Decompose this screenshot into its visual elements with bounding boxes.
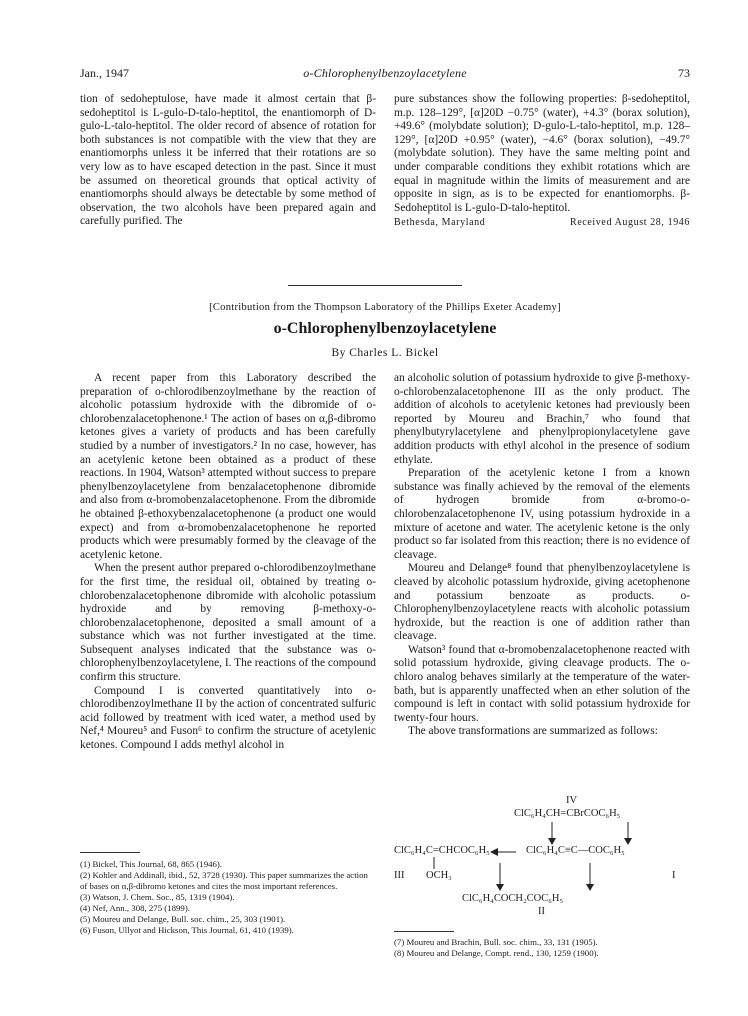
footnote: (6) Fuson, Ullyot and Hickson, This Journal, 61, 410 (1939). [80, 925, 294, 935]
footnote: (2) Kohler and Addinall, ibid., 52, 3728 (1930). This paper summarizes the action of bases on α,β-dibromo ketones and cites the most important references. [80, 870, 368, 891]
footnote: (7) Moureu and Brachin, Bull. soc. chim., 33, 131 (1905). [394, 937, 598, 947]
section-divider [288, 285, 462, 286]
reaction-scheme [394, 795, 694, 927]
prev-article-col2 [394, 93, 690, 230]
footnotes-right [394, 937, 690, 959]
paragraph: Preparation of the acetylenic ketone I from a known substance was finally achieved by the removal of the elements of hydrogen bromide from α-bromo-o-chlorobenzalacetophenone IV, using potassium hydroxide in a mixture of acetone and water. The acetylenic ketone is the only product so far isolated from this reaction; there is no evidence of cleavage. [394, 467, 690, 561]
scheme-label-ii: II [538, 906, 545, 917]
paragraph: an alcoholic solution of potassium hydroxide to give β-methoxy-o-chlorobenzalacetophenone III as the only product. The addition of alcohols to acetylenic ketones had previously been reported by Moureu and Brachin,⁷ who found that phenylbutyrylacetylene and phenylpropionylacetylene gave addition products with ethyl alcohol in the presence of sodium ethylate. [394, 372, 690, 466]
article-title: o-Chlorophenylbenzoylacetylene [273, 320, 497, 337]
article-col1 [80, 372, 376, 753]
paragraph: Watson³ found that α-bromobenzalacetophenone reacted with solid potassium hydroxide, giving cleavage products. The o-chloro analog behaves similarly at the temperature of the water-bath, but is apparently unaffected when an ether solution of the compound is left in contact with solid potassium hydroxide for twenty-four hours. [394, 643, 690, 724]
footnote-rule-right [394, 931, 454, 932]
header-title: o-Chlorophenylbenzoylacetylene [303, 66, 467, 80]
footnote: (3) Watson, J. Chem. Soc., 85, 1319 (1904). [80, 892, 235, 902]
running-header [80, 66, 690, 82]
paragraph: Compound I is converted quantitatively into o-chlorodibenzoylmethane II by the action of concentrated sulfuric acid followed by treatment with iced water, a method used by Nef,⁴ Moureu⁵ and Fuson⁶ to confirm the structure of acetylenic ketones. Compound I adds methyl alcohol in [80, 684, 376, 752]
footnote-rule-left [80, 852, 140, 853]
scheme-formula-ii: ClC₆H₄COCH₂COC₆H₅ [462, 893, 564, 904]
scheme-formula-iv: ClC₆H₄CH=CBrCOC₆H₅ [514, 808, 621, 819]
footnote: (4) Nef, Ann., 308, 275 (1899). [80, 903, 190, 913]
scheme-label-i: I [672, 870, 676, 881]
article-col2 [394, 372, 690, 739]
paragraph: When the present author prepared o-chlorodibenzoylmethane for the first time, the residual oil, obtained by treating o-chlorobenzalacetophenone dibromide with alcoholic potassium hydroxide and by removing β-methoxy-o-chlorobenzalacetophenone, deposited a small amount of a substance which was not further investigated at the time. Subsequent analyses indicated that the substance was o-chlorophenylbenzoylacetylene, I. The reactions of the compound confirm this structure. [80, 562, 376, 684]
footnote: (1) Bickel, This Journal, 68, 865 (1946). [80, 859, 223, 869]
page-number: 73 [678, 66, 690, 80]
prev-article-text-right: pure substances show the following properties: β-sedoheptitol, m.p. 128–129°, [α]20D −0.75° (water), +4.3° (borax solution), +49.6° (molybdate solution); D-gulo-L-talo-heptitol, m.p. 128–129°, [α]20D +0.95° (water), −4.6° (borax solution), −49.7° (molybdate solution). They have the same melting point and under comparable conditions they exhibit rotations which are equal in magnitude within the limits of measurement and are opposite in sign, as is to be expected for enantiomorphs. β-Sedoheptitol is L-gulo-D-talo-heptitol. [394, 93, 690, 214]
contribution-line: [Contribution from the Thompson Laboratory of the Phillips Exeter Academy] [209, 302, 561, 313]
scheme-label-iv: IV [566, 795, 578, 806]
paragraph: The above transformations are summarized as follows: [408, 725, 658, 738]
scheme-label-iii: III [394, 870, 405, 881]
scheme-formula-iii: ClC₆H₄C=CHCOC₆H₅ [394, 845, 490, 856]
header-date: Jan., 1947 [80, 66, 129, 80]
sig-location: Bethesda, Maryland [394, 217, 486, 229]
footnote: (5) Moureu and Delange, Bull. soc. chim., 25, 303 (1901). [80, 914, 286, 924]
scheme-methoxy: OCH₃ [426, 870, 452, 881]
footnote: (8) Moureu and Delange, Compt. rend., 130, 1259 (1900). [394, 948, 599, 958]
paragraph: A recent paper from this Laboratory described the preparation of o-chlorodibenzoylmethane by the reaction of alcoholic potassium hydroxide with the dibromide of o-chlorobenzalacetophenone.¹ The action of bases on α,β-dibromo ketones gives a variety of products and has been carefully studied by a number of investigators.² In no case, however, has an acetylenic ketone been obtained as a product of these reactions. In 1904, Watson³ attempted without success to prepare phenylbenzoylacetylene from benzalacetophenone dibromide and also from α-bromobenzalacetophenone. From the dibromide he obtained β-ethoxybenzalacetophenone (a product one would expect) and from α-bromobenzalacetophenone he reported products which were presumably formed by the cleavage of the acetylenic ketone. [80, 372, 376, 561]
prev-article-col1 [80, 93, 376, 229]
footnotes-left [80, 859, 376, 936]
prev-article-signature [394, 216, 690, 230]
paragraph: Moureu and Delange⁸ found that phenylbenzoylacetylene is cleaved by alcoholic potassium hydroxide, giving acetophenone and potassium benzoate as products. o-Chlorophenylbenzoylacetylene reacts with alcoholic potassium hydroxide, but the reaction is one of addition rather than cleavage. [394, 562, 690, 643]
article-byline: By Charles L. Bickel [331, 347, 439, 359]
prev-article-text-left: tion of sedoheptulose, have made it almost certain that β-sedoheptitol is L-gulo-D-talo-heptitol, the enantiomorph of D-gulo-L-talo-heptitol. The older record of absence of rotation for both substances is not compatible with the view that they are enantiomorphs unless it be inferred that their rotations are so very low as to have escaped detection in the past. Since it must be assumed on theoretical grounds that optical activity of enantiomorphs should always be detectable by some method of observation, the two alcohols have been prepared again and carefully purified. The [80, 93, 376, 228]
scheme-formula-i: ClC₆H₄C≡C—COC₆H₅ [526, 845, 625, 856]
sig-received: Received August 28, 1946 [570, 217, 690, 229]
